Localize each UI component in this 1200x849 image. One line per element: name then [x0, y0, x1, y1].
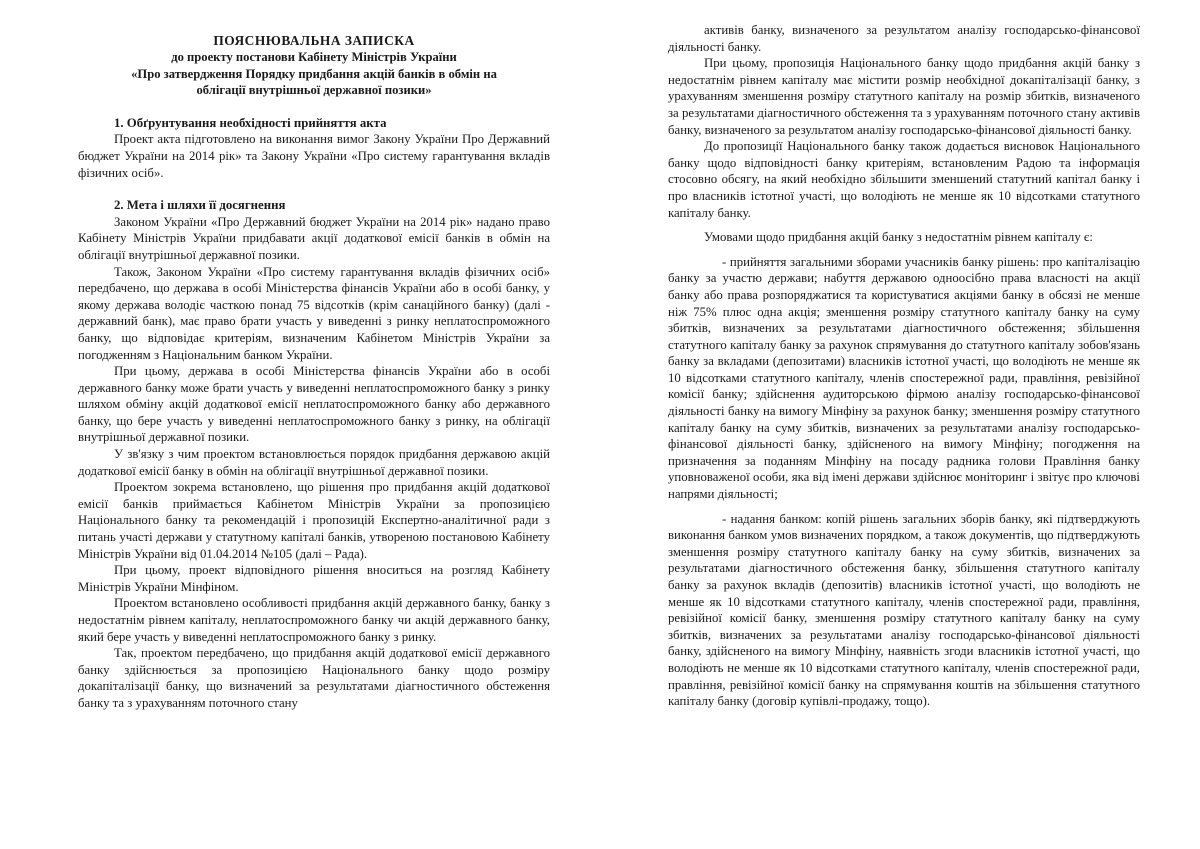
- list-item: - прийняття загальними зборами учасників банку рішень: про капіталізацію банку за участю держави; набуття державою одноосібно права власності на акції банку або права розпоряджатися та користуватися акціями банку в обсязі не менше ніж 75% плюс одна акція; зменшення розміру статутного капіталу банку на суму збитків, визначених за результатами діагностичного обстеження; збільшення статутного капіталу банку за рахунок спрямування до статутного капіталу зобов'язань банку за вкладами (депозитами) власників істотної участі, що володіють не менше як 10 відсотками статутного капіталу, членів спостережної ради, правління, ревізійної комісії банку; здійснення аудиторською фірмою аналізу господарсько-фінансової діяльності банку на вимогу Мінфіну за рахунок банку; зменшення розміру статутного капіталу банку на суму збитків, визначених за результатами аналізу господарсько-фінансової діяльності банку, здійсненого на вимогу Мінфіну; погодження на призначення за поданням Мінфіну на посаду радника голови Правління банку уповноваженої особи, яка від імені держави здійснює моніторинг і звітує про ключові напрями діяльності;: [668, 254, 1140, 502]
- paragraph: Законом України «Про Державний бюджет України на 2014 рік» надано право Кабінету Міністрів України придбавати акції додаткової емісії банків в обмін на облігації внутрішньої державної позики.: [78, 214, 550, 262]
- left-column: [78, 0, 550, 712]
- paragraph: активів банку, визначеного за результатом аналізу господарсько-фінансової діяльності банку.: [668, 23, 1140, 54]
- paragraph: Проектом зокрема встановлено, що рішення про придбання акцій додаткової емісії банків приймається Кабінетом Міністрів України за пропозицією Національного банку та рекомендацій і пропозицій Експертно-аналітичної ради з питань участі держави у статутному капіталі банків, утвореною постановою Кабінету Міністрів України від 01.04.2014 №105 (далі – Рада).: [78, 480, 550, 561]
- paragraph: Проект акта підготовлено на виконання вимог Закону України Про Державний бюджет України на 2014 рік» та Закону України «Про систему гарантування вкладів фізичних осіб».: [78, 132, 550, 180]
- section-heading-1: 1. Обґрунтування необхідності прийняття акта: [114, 115, 387, 130]
- paragraph: Так, проектом передбачено, що придбання акцій додаткової емісії державного банку здійснюється за пропозицією Національного банку щодо розміру докапіталізації банку, що визначений за результатами діагностичного обстеження банку та з урахуванням поточного стану: [78, 646, 550, 710]
- document-subtitle-line-3: облігації внутрішньої державної позики»: [196, 83, 432, 98]
- paragraph: Умовами щодо придбання акцій банку з недостатнім рівнем капіталу є:: [704, 230, 1093, 245]
- paragraph: При цьому, держава в особі Міністерства фінансів України або в особі державного банку може брати участь у виведенні неплатоспроможного банку з ринку шляхом обміну акцій додаткової емісії неплатоспроможного банку або державного банку, що бере участь у виведенні неплатоспроможного банку з ринку, на облігації внутрішньої державної позики.: [78, 364, 550, 445]
- list-item: - надання банком: копій рішень загальних зборів банку, які підтверджують виконання банком умов визначених порядком, а також документів, що підтверджують зменшення розміру статутного капіталу банку на суму збитків, визначених за результатами діагностичного обстеження банку, збільшення статутного капіталу банку за рахунок вкладів (депозитів) власників істотної участі, що володіють не менше як 10 відсотками статутного капіталу, членів спостережної ради, правління, ревізійної комісії банку, зменшення розміру статутного капіталу банку на суму збитків, визначених за результатами аналізу господарсько-фінансової діяльності банку, здійсненого на вимогу Мінфіну, наявність згоди власників істотної участі, що володіють не менше як 10 відсотками статутного капіталу, членів спостережної ради, правління, ревізійної комісії банку на спрямування коштів на збільшення статутного капіталу банку (договір купівлі-продажу, тощо).: [668, 511, 1140, 709]
- paragraph: Проектом встановлено особливості придбання акцій державного банку, банку з недостатнім рівнем капіталу, неплатоспроможного банку чи акцій державного банку, який бере участь у виведенні неплатоспроможного банку з ринку.: [78, 596, 550, 644]
- paragraph: До пропозиції Національного банку також додається висновок Національного банку щодо відповідності банку критеріям, встановленим Радою та інформація стосовно обсягу, на який необхідно збільшити зменшений статутний капітал банку і про власників істотної участі, що володіють не менше як 10 відсотками статутного капіталу банку.: [668, 139, 1140, 220]
- paragraph: У зв'язку з чим проектом встановлюється порядок придбання державою акцій додаткової емісії банку в обмін на облігації внутрішньої державної позики.: [78, 447, 550, 478]
- section-heading-2: 2. Мета і шляхи її досягнення: [114, 198, 286, 213]
- document-subtitle-line-2: «Про затвердження Порядку придбання акцій банків в обмін на: [131, 66, 497, 81]
- paragraph: Також, Законом України «Про систему гарантування вкладів фізичних осіб» передбачено, що держава в особі Міністерства фінансів України або в особі банку, у якому держава володіє часткою понад 75 відсотків (крім санаційного банку) (далі - державний банк), має право брати участь у виведенні з ринку неплатоспроможного банку, що відповідає критеріям, визначеним Кабінетом Міністрів України за погодженням з Національним банком України.: [78, 264, 550, 362]
- document-subtitle-line-1: до проекту постанови Кабінету Міністрів України: [171, 50, 457, 64]
- paragraph: При цьому, проект відповідного рішення вноситься на розгляд Кабінету Міністрів України Мінфіном.: [78, 563, 550, 594]
- right-column: [668, 0, 1140, 710]
- document-title: ПОЯСНЮВАЛЬНА ЗАПИСКА: [213, 33, 415, 48]
- paragraph: При цьому, пропозиція Національного банку щодо придбання акцій банку з недостатнім рівнем капіталу має містити розмір необхідної докапіталізації банку, з урахуванням зменшення розміру статутного капіталу на розмір збитків, визначеного за результатами діагностичного обстеження та з урахуванням поточного стану активів банку, визначеного за результатом аналізу господарсько-фінансової діяльності банку.: [668, 56, 1140, 137]
